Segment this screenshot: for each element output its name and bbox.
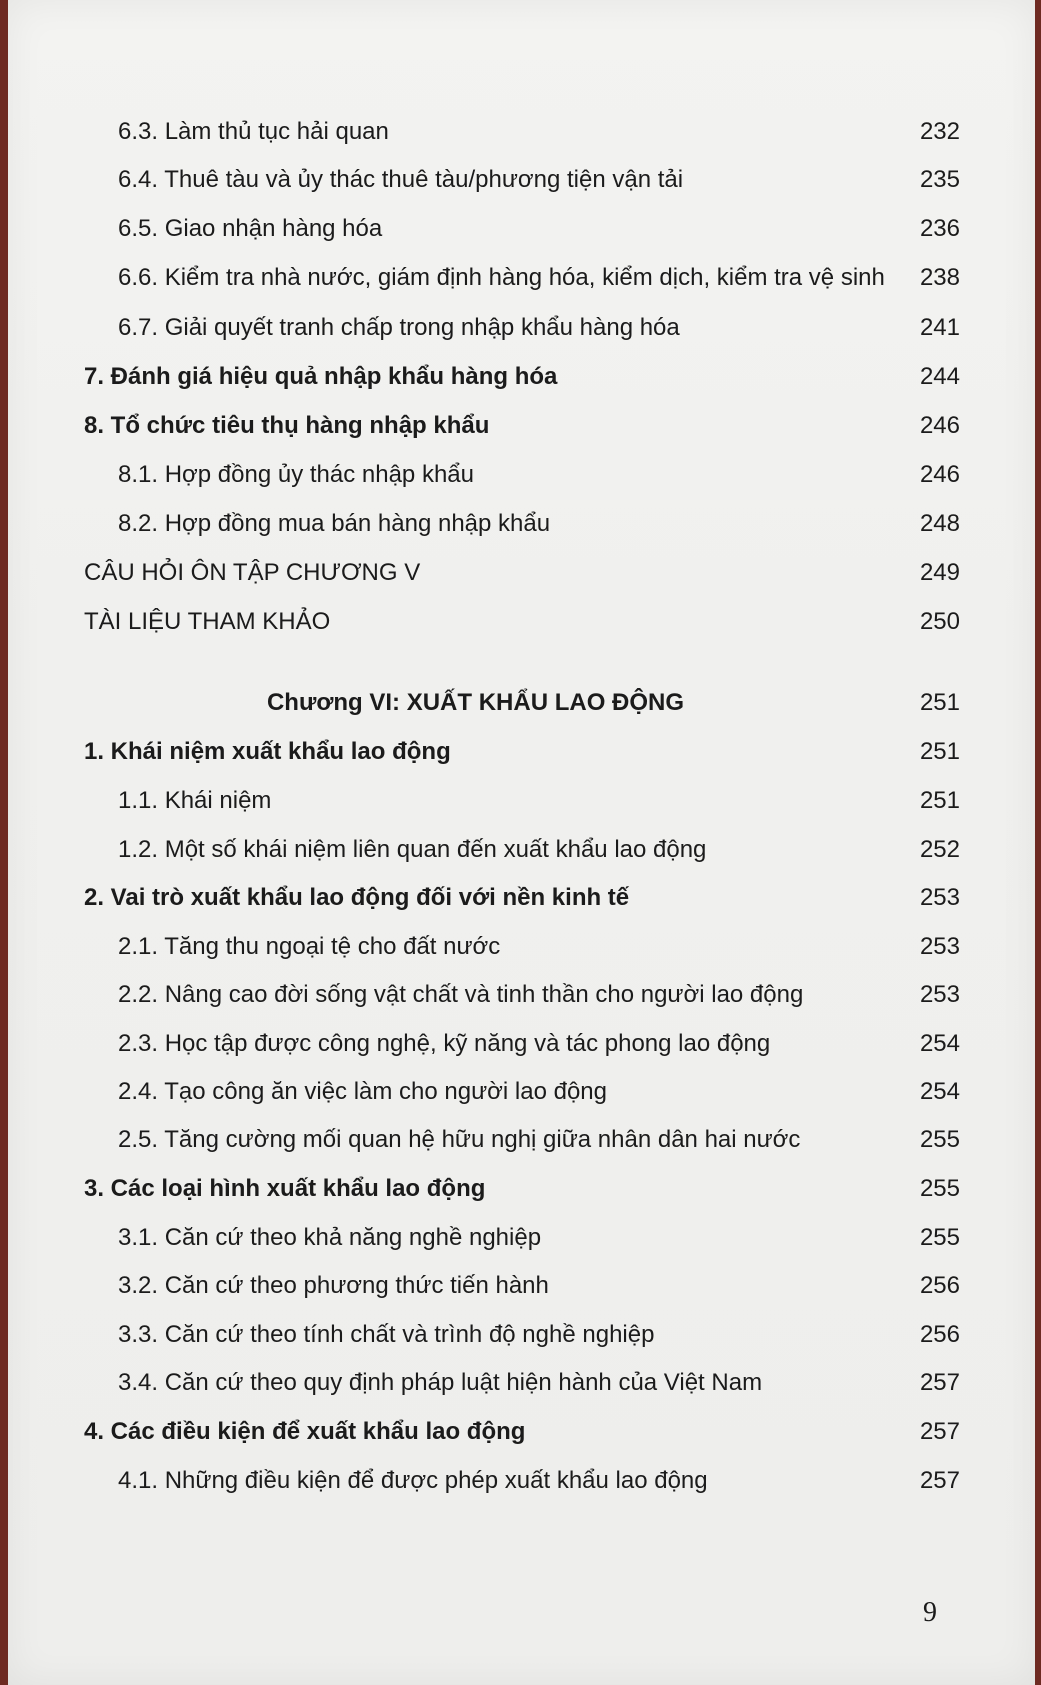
toc-entry (8, 258, 1035, 298)
toc-entry-title: 1. Khái niệm xuất khẩu lao động (84, 738, 451, 765)
toc-entry-title: 3.4. Căn cứ theo quy định pháp luật hiện hành của Việt Nam (118, 1369, 763, 1396)
toc-entry-page: 250 (919, 608, 960, 635)
toc-entry (8, 1120, 1035, 1160)
toc-entry (8, 308, 1035, 348)
toc-entry (8, 1412, 1035, 1452)
toc-entry-page: 248 (919, 510, 960, 537)
toc-entry-page: 256 (919, 1321, 960, 1348)
toc-entry-title: 2.3. Học tập được công nghệ, kỹ năng và tác phong lao động (118, 1030, 771, 1057)
toc-entry-title: 1.1. Khái niệm (118, 787, 272, 814)
toc-entry-title: 3.2. Căn cứ theo phương thức tiến hành (118, 1272, 549, 1299)
toc-entry-page: 232 (919, 118, 960, 145)
toc-entry-title: 1.2. Một số khái niệm liên quan đến xuất khẩu lao động (118, 836, 707, 863)
toc-entry-page: 251 (919, 738, 960, 765)
toc-entry-page: 241 (919, 314, 960, 341)
toc-entry-title: 6.7. Giải quyết tranh chấp trong nhập khẩu hàng hóa (118, 314, 680, 341)
toc-entry (8, 504, 1035, 544)
toc-entry-page: 253 (919, 933, 960, 960)
toc-entry-page: 254 (919, 1078, 960, 1105)
toc-entry-title: 6.4. Thuê tàu và ủy thác thuê tàu/phương tiện vận tải (118, 166, 684, 193)
toc-entry (8, 209, 1035, 249)
toc-entry-page: 254 (919, 1030, 960, 1057)
toc-entry-title: 2.2. Nâng cao đời sống vật chất và tinh thần cho người lao động (118, 981, 804, 1008)
toc-entry (8, 975, 1035, 1015)
page-number: 9 (923, 1597, 937, 1628)
toc-entry-title: 8. Tổ chức tiêu thụ hàng nhập khẩu (84, 412, 490, 439)
toc-entry (8, 1024, 1035, 1064)
toc-entry (8, 1218, 1035, 1258)
toc-entry-page: 235 (919, 166, 960, 193)
toc-entry-title: 2.4. Tạo công ăn việc làm cho người lao động (118, 1078, 607, 1105)
toc-entry-title: 8.2. Hợp đồng mua bán hàng nhập khẩu (118, 510, 551, 537)
book-page (8, 0, 1035, 1685)
toc-entry (8, 1169, 1035, 1209)
toc-entry-page: 249 (919, 559, 960, 586)
toc-entry-title: TÀI LIỆU THAM KHẢO (84, 608, 331, 635)
toc-entry (8, 830, 1035, 870)
toc-entry-page: 257 (919, 1418, 960, 1445)
toc-entry (8, 732, 1035, 772)
toc-entry-title: 3. Các loại hình xuất khẩu lao động (84, 1175, 486, 1202)
toc-entry (8, 1072, 1035, 1112)
toc-entry (8, 406, 1035, 446)
toc-entry-page: 238 (919, 264, 960, 291)
toc-entry-page: 244 (919, 363, 960, 390)
toc-entry (8, 553, 1035, 593)
toc-entry-page: 236 (919, 215, 960, 242)
toc-entry-title: 2.1. Tăng thu ngoại tệ cho đất nước (118, 933, 501, 960)
toc-entry-page: 251 (919, 689, 960, 716)
toc-entry-title: 8.1. Hợp đồng ủy thác nhập khẩu (118, 461, 474, 488)
toc-entry-title: 3.1. Căn cứ theo khả năng nghề nghiệp (118, 1224, 542, 1251)
toc-entry (8, 602, 1035, 642)
toc-entry (8, 1266, 1035, 1306)
toc-entry (8, 112, 1035, 152)
toc-entry-title: 7. Đánh giá hiệu quả nhập khẩu hàng hóa (84, 363, 558, 390)
toc-entry (8, 1363, 1035, 1403)
toc-entry-title: Chương VI: XUẤT KHẨU LAO ĐỘNG (266, 689, 685, 716)
toc-entry-page: 255 (919, 1175, 960, 1202)
toc-chapter-heading (8, 683, 1035, 723)
toc-entry-page: 246 (919, 412, 960, 439)
toc-entry-page: 255 (919, 1126, 960, 1153)
toc-entry (8, 160, 1035, 200)
toc-entry-title: 6.6. Kiểm tra nhà nước, giám định hàng hóa, kiểm dịch, kiểm tra vệ sinh (118, 264, 885, 291)
toc-entry-title: 4.1. Những điều kiện để được phép xuất khẩu lao động (118, 1467, 708, 1494)
toc-entry (8, 455, 1035, 495)
toc-entry-page: 257 (919, 1467, 960, 1494)
toc-entry (8, 927, 1035, 967)
toc-entry (8, 357, 1035, 397)
toc-entry-title: 3.3. Căn cứ theo tính chất và trình độ nghề nghiệp (118, 1321, 655, 1348)
toc-entry-page: 253 (919, 981, 960, 1008)
toc-entry-page: 252 (919, 836, 960, 863)
toc-entry (8, 1315, 1035, 1355)
toc-entry-page: 256 (919, 1272, 960, 1299)
toc-entry (8, 781, 1035, 821)
toc-entry-page: 255 (919, 1224, 960, 1251)
toc-entry-title: 6.3. Làm thủ tục hải quan (118, 118, 389, 145)
toc-entry-page: 257 (919, 1369, 960, 1396)
toc-entry-page: 251 (919, 787, 960, 814)
toc-entry-title: 2.5. Tăng cường mối quan hệ hữu nghị giữa nhân dân hai nước (118, 1126, 801, 1153)
toc-entry-title: 6.5. Giao nhận hàng hóa (118, 215, 383, 242)
toc-entry-title: 2. Vai trò xuất khẩu lao động đối với nền kinh tế (84, 884, 630, 911)
toc-entry-title: CÂU HỎI ÔN TẬP CHƯƠNG V (84, 559, 421, 586)
toc-entry-page: 246 (919, 461, 960, 488)
toc-entry-title: 4. Các điều kiện để xuất khẩu lao động (84, 1418, 526, 1445)
toc-entry-page: 253 (919, 884, 960, 911)
toc-entry (8, 1461, 1035, 1501)
toc-entry (8, 878, 1035, 918)
